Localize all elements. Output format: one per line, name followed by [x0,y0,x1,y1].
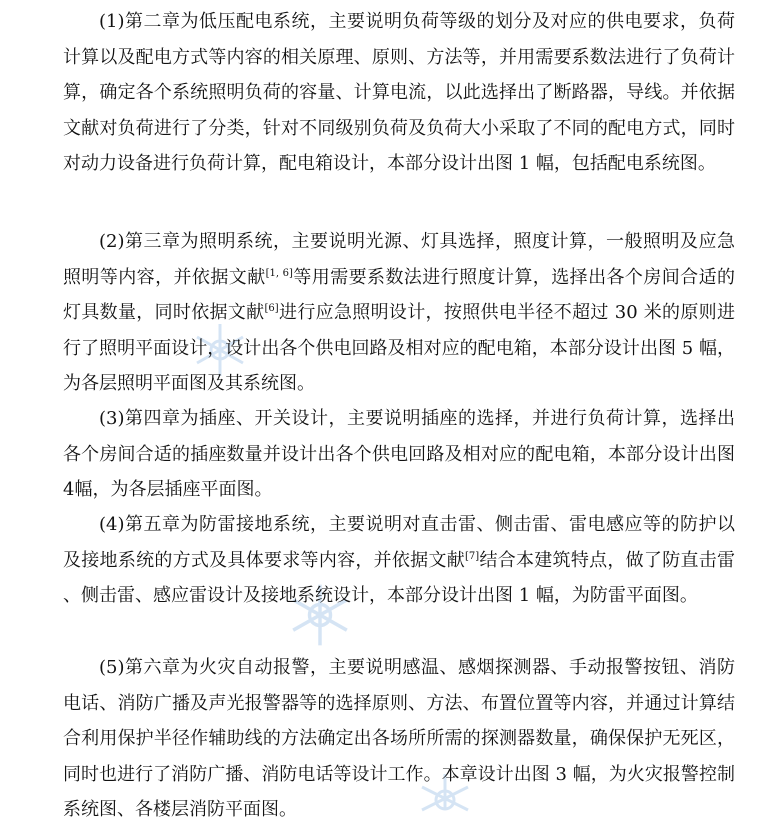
paragraph-text: (5)第六章为火灾自动报警，主要说明感温、感烟探测器、手动报警按钮、消防电话、消防广播及声光报警器等的选择原则、方法、布置位置等内容，并通过计算结合利用保护半径作辅助线的方法确定出各场所所需的探测器数量，确保保护无死区，同时也进行了消防广播、消防电话等设计工作。本章设计出图 3 幅，为火灾报警控制系统图、各楼层消防平面图。 [63,657,735,820]
paragraph-text: 等用需要系数法进行照度计算，选择出各个房间合适的灯具数量，同时依据文献 [63,266,736,323]
citation-ref[interactable]: [6] [264,303,279,314]
paragraph-text: 进行应急照明设计，按照供电半径不超过 30 米的原则进行了照明平面设计，设计出各个供电回路及相对应的配电箱，本部分设计出图 5 幅，为各层照明平面图及其系统图。 [63,302,735,394]
citation-ref[interactable]: [7] [465,550,480,562]
paragraph-text: (1)第二章为低压配电系统，主要说明负荷等级的划分及对应的供电要求，负荷计算以及配电方式等内容的相关原理、原则、方法等，并用需要系数法进行了负荷计算，确定各个系统照明负荷的容量、计算电流，以此选择出了断路器，导线。并依据文献对负荷进行了分类，针对不同级别负荷及负荷大小采取了不同的配电方式，同时对动力设备进行负荷计算，配电箱设计，本部分设计出图 1 幅，包括配电系统图。 [63,11,735,174]
paragraph-chapter-4 [63,401,735,508]
paragraph-text: (4)第五章为防雷接地系统，主要说明对直击雷、侧击雷、雷电感应等的防护以及接地系统的方式及具体要求等内容，并依据文献 [63,514,735,571]
paragraph-text: (3)第四章为插座、开关设计，主要说明插座的选择，并进行负荷计算，选择出各个房间合适的插座数量并设计出各个供电回路及相对应的配电箱，本部分设计出图4幅，为各层插座平面图。 [63,408,735,500]
paragraph-chapter-2 [63,4,735,182]
citation-ref[interactable]: [1, 6] [265,267,293,279]
paragraph-chapter-6 [63,650,735,828]
paragraph-text: (2)第三章为照明系统，主要说明光源、灯具选择，照度计算，一般照明及应急照明等内容，并依据文献 [63,231,735,288]
paragraph-chapter-3 [63,224,735,402]
paragraph-text: 结合本建筑特点，做了防直击雷 、侧击雷、感应雷设计及接地系统设计，本部分设计出图 1 幅，为防雷平面图。 [63,549,736,606]
paragraph-chapter-5 [63,507,735,614]
